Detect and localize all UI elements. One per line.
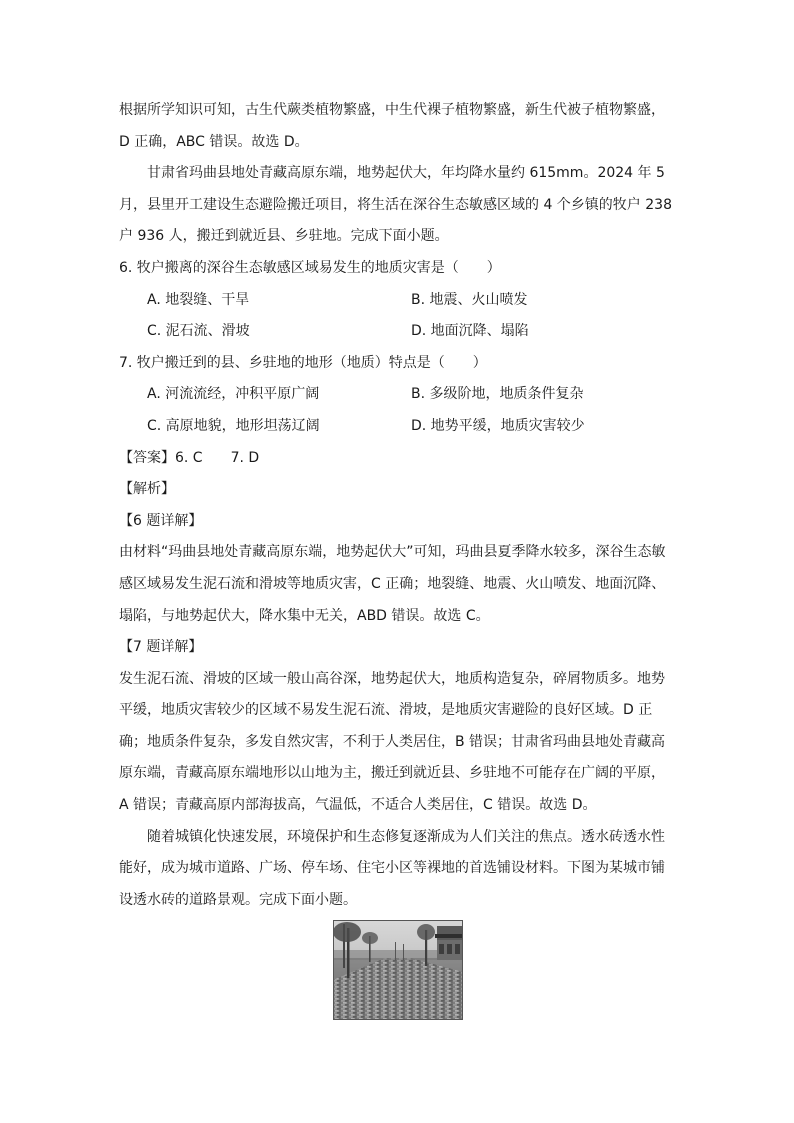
option-b: B. 多级阶地，地质条件复杂 — [411, 386, 584, 403]
passage-line: 随着城镇化快速发展，环境保护和生态修复逐渐成为人们关注的焦点。透水砖透水性 — [147, 828, 665, 845]
option-d: D. 地势平缓，地质灾害较少 — [411, 417, 585, 434]
analysis-label: 【解析】 — [119, 481, 175, 498]
question-7-detail-label: 【7 题详解】 — [119, 639, 203, 656]
explanation-line: 确；地质条件复杂，多发自然灾害，不利于人类居住，B 错误；甘肃省玛曲县地处青藏高 — [119, 733, 666, 750]
explanation-line: 塌陷，与地势起伏大，降水集中无关，ABD 错误。故选 C。 — [119, 607, 490, 624]
question-7-options-row-1 — [119, 385, 679, 403]
explanation-line: 由材料“玛曲县地处青藏高原东端，地势起伏大”可知，玛曲县夏季降水较多，深谷生态敏 — [119, 544, 666, 561]
passage-line: 能好，成为城市道路、广场、停车场、住宅小区等裸地的首选铺设材料。下图为某城市铺 — [119, 860, 665, 877]
question-7-options-row-2 — [119, 417, 679, 435]
option-b: B. 地震、火山喷发 — [411, 291, 528, 308]
question-6-options-row-2 — [119, 322, 679, 340]
passage-line: 月，县里开工建设生态避险搬迁项目，将生活在深谷生态敏感区域的 4 个乡镇的牧户 238 — [119, 196, 672, 213]
permeable-brick-road-photo — [333, 920, 463, 1020]
option-c: C. 泥石流、滑坡 — [147, 323, 250, 340]
explanation-line: A 错误；青藏高原内部海拔高，气温低，不适合人类居住，C 错误。故选 D。 — [119, 797, 597, 814]
option-d: D. 地面沉降、塌陷 — [411, 323, 529, 340]
explanation-line: 原东端，青藏高原东端地形以山地为主，搬迁到就近县、乡驻地不可能存在广阔的平原， — [119, 765, 665, 782]
explanation-line: 感区域易发生泥石流和滑坡等地质灾害，C 正确；地裂缝、地震、火山喷发、地面沉降、 — [119, 575, 666, 592]
option-a: A. 地裂缝、干旱 — [147, 291, 250, 308]
answer-line: 【答案】6. C 7. D — [119, 449, 260, 466]
option-a: A. 河流流经，冲积平原广阔 — [147, 386, 320, 403]
text-line: 根据所学知识可知，古生代蕨类植物繁盛，中生代裸子植物繁盛，新生代被子植物繁盛， — [119, 102, 665, 118]
explanation-line: 发生泥石流、滑坡的区域一般山高谷深，地势起伏大，地质构造复杂，碎屑物质多。地势 — [119, 670, 665, 687]
question-6-detail-label: 【6 题详解】 — [119, 512, 203, 529]
passage-line: 甘肃省玛曲县地处青藏高原东端，地势起伏大，年均降水量约 615mm。2024 年 5 — [147, 165, 665, 182]
question-6-stem: 6. 牧户搬离的深谷生态敏感区域易发生的地质灾害是（ ） — [119, 259, 501, 276]
question-6-options-row-1 — [119, 291, 679, 309]
passage-line: 设透水砖的道路景观。完成下面小题。 — [119, 891, 357, 908]
road-photo-figure — [333, 920, 463, 1020]
text-line: D 正确，ABC 错误。故选 D。 — [119, 133, 309, 150]
passage-line: 户 936 人，搬迁到就近县、乡驻地。完成下面小题。 — [119, 228, 449, 245]
option-c: C. 高原地貌，地形坦荡辽阔 — [147, 417, 320, 434]
document-content — [119, 101, 679, 922]
explanation-line: 平缓，地质灾害较少的区域不易发生泥石流、滑坡，是地质灾害避险的良好区域。D 正 — [119, 702, 653, 719]
question-7-stem: 7. 牧户搬迁到的县、乡驻地的地形（地质）特点是（ ） — [119, 354, 487, 371]
